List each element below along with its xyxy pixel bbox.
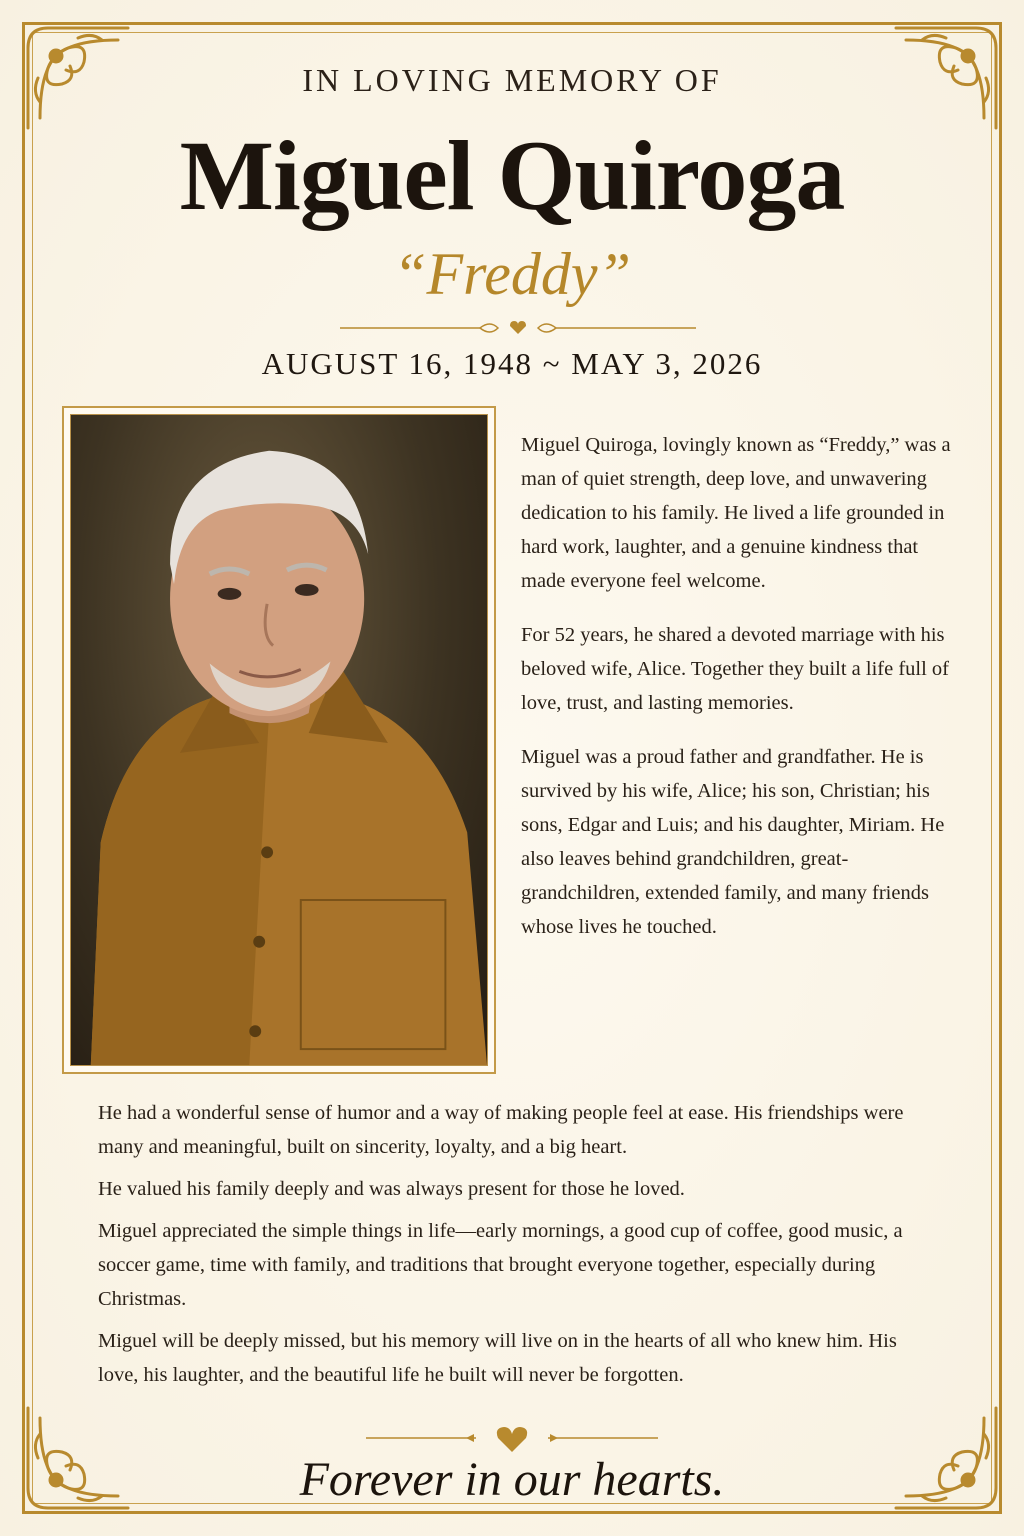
biography-column [521,428,961,964]
bio-paragraph: He had a wonderful sense of humor and a way of making people feel at ease. His friendships were many and meaningful, built on sincerity, loyalty, and a big heart. [98,1102,904,1158]
memorial-intro: IN LOVING MEMORY OF [302,62,722,98]
bio-paragraph: For 52 years, he shared a devoted marriage with his beloved wife, Alice. Together they built a life full of love, trust, and lasting memories. [521,624,949,714]
bio-paragraph: Miguel will be deeply missed, but his memory will live on in the hearts of all who knew him. His love, his laughter, and the beautiful life he built will never be forgotten. [98,1330,897,1386]
biography-full-width [98,1096,938,1400]
deceased-name: Miguel Quiroga [179,120,845,231]
bio-paragraph: Miguel was a proud father and grandfather. He is survived by his wife, Alice; his son, Christian; his sons, Edgar and Luis; and his daughter, Miriam. He also leaves behind grandchildren, great-grandchildren, extended family, and many friends whose lives he touched. [521,746,945,938]
bio-paragraph: Miguel Quiroga, lovingly known as “Freddy,” was a man of quiet strength, deep love, and unwavering dedication to his family. He lived a life grounded in hard work, laughter, and a genuine kindness that made everyone feel welcome. [521,434,951,592]
life-dates: AUGUST 16, 1948 ~ MAY 3, 2026 [261,346,763,381]
bio-paragraph: He valued his family deeply and was always present for those he loved. [98,1178,685,1200]
ornamental-divider-icon [340,318,696,338]
closing-line: Forever in our hearts. [299,1453,725,1506]
portrait-photo-icon [70,414,488,1066]
nickname: “Freddy” [393,241,631,307]
bio-paragraph: Miguel appreciated the simple things in life—early mornings, a good cup of coffee, good music, a soccer game, time with family, and traditions that brought everyone together, especially during Christmas. [98,1220,903,1310]
heart-divider-icon [366,1424,658,1454]
portrait-frame [62,406,496,1074]
